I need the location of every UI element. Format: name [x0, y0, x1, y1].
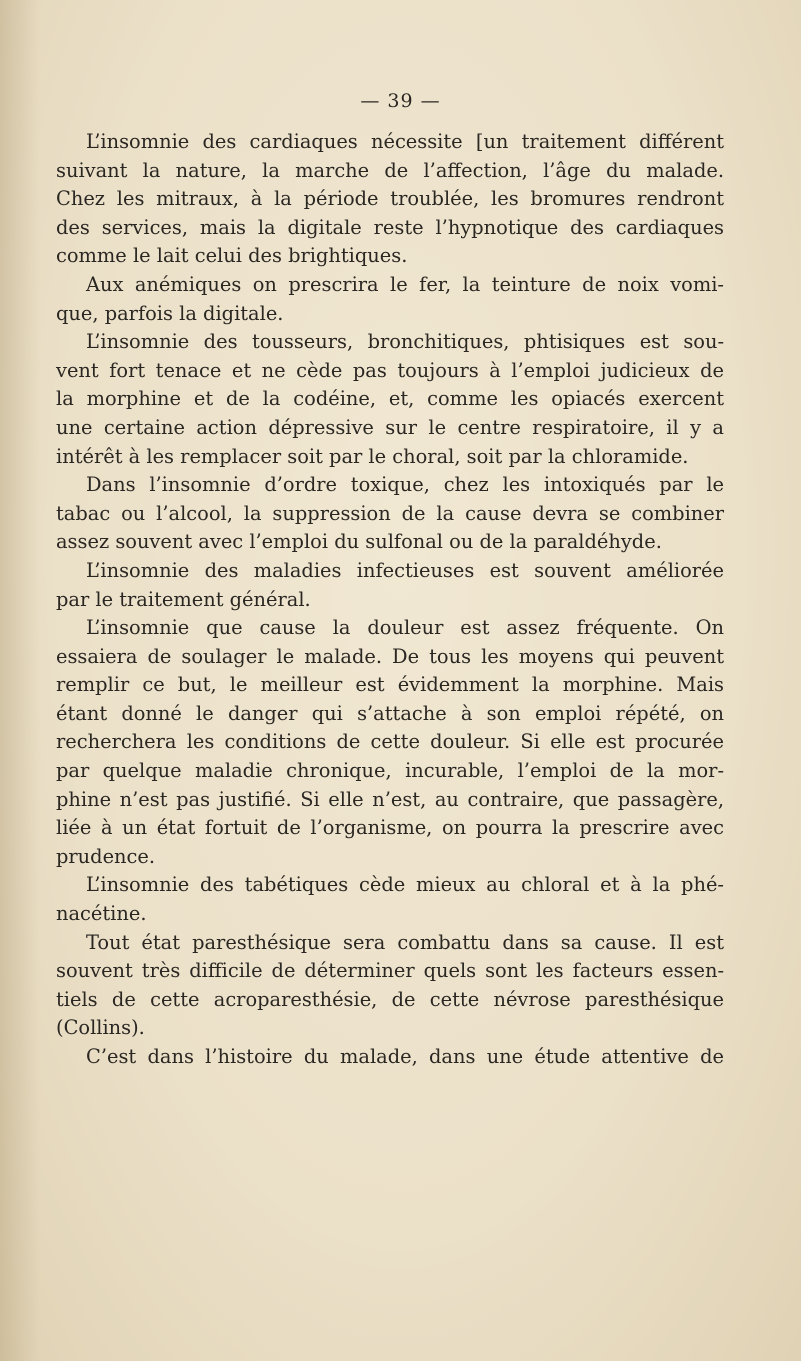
text-line: souvent très difficile de déterminer quels sont les facteurs essen- — [56, 959, 724, 983]
page-edge-shadow — [0, 0, 40, 1361]
text-line: Dans l’insomnie d’ordre toxique, chez les intoxiqués par le — [86, 473, 724, 497]
text-line: C’est dans l’histoire du malade, dans une étude attentive de — [86, 1045, 724, 1068]
text-line: intérêt à les remplacer soit par le choral, soit par la chloramide. — [56, 444, 689, 468]
text-line: essaiera de soulager le malade. De tous les moyens qui peuvent — [56, 644, 724, 668]
text-line: par le traitement général. — [56, 587, 311, 611]
text-line: vent fort tenace et ne cède pas toujours à l’emploi judicieux de — [56, 358, 724, 382]
text-line: la morphine et de la codéine, et, comme les opiacés exercent — [56, 387, 724, 411]
text-line: prudence. — [56, 844, 156, 868]
text-line: assez souvent avec l’emploi du sulfonal ou de la paraldéhyde. — [56, 530, 662, 554]
text-line: remplir ce but, le meilleur est évidemment la morphine. Mais — [56, 673, 724, 697]
text-line: par quelque maladie chronique, incurable, l’emploi de la mor- — [56, 759, 724, 783]
text-line: que, parfois la digitale. — [56, 301, 284, 325]
text-line: Aux anémiques on prescrira le fer, la teinture de noix vomi- — [86, 272, 724, 296]
page-number: — 39 — — [360, 90, 441, 112]
text-line: Chez les mitraux, à la période troublée, les bromures rendront — [56, 187, 724, 211]
text-line: L’insomnie que cause la douleur est assez fréquente. On — [86, 616, 724, 640]
text-line: suivant la nature, la marche de l’affection, l’âge du malade. — [56, 158, 724, 182]
text-line: liée à un état fortuit de l’organisme, on pourra la prescrire avec — [56, 816, 724, 840]
text-line: L’insomnie des tousseurs, bronchitiques, phtisiques est sou- — [86, 330, 724, 354]
text-line: L’insomnie des maladies infectieuses est souvent améliorée — [86, 558, 724, 582]
text-line: (Collins). — [56, 1016, 145, 1040]
text-line: comme le lait celui des brightiques. — [56, 244, 408, 268]
text-line: recherchera les conditions de cette douleur. Si elle est procurée — [56, 730, 724, 754]
text-line: des services, mais la digitale reste l’hypnotique des cardiaques — [56, 215, 724, 239]
text-line: Tout état paresthésique sera combattu dans sa cause. Il est — [86, 930, 724, 954]
text-line: L’insomnie des tabétiques cède mieux au chloral et à la phé- — [86, 873, 724, 897]
text-line: une certaine action dépressive sur le centre respiratoire, il y a — [56, 415, 724, 439]
text-line: tiels de cette acroparesthésie, de cette névrose paresthésique — [56, 987, 724, 1011]
text-line: phine n’est pas justifié. Si elle n’est, au contraire, que passagère, — [56, 787, 724, 811]
body-text — [56, 128, 724, 1072]
text-line: tabac ou l’alcool, la suppression de la cause devra se combiner — [56, 501, 724, 525]
text-line: L’insomnie des cardiaques nécessite [un traitement différent — [86, 130, 724, 153]
text-line: étant donné le danger qui s’attache à son emploi répété, on — [56, 701, 724, 725]
text-line: nacétine. — [56, 902, 147, 926]
